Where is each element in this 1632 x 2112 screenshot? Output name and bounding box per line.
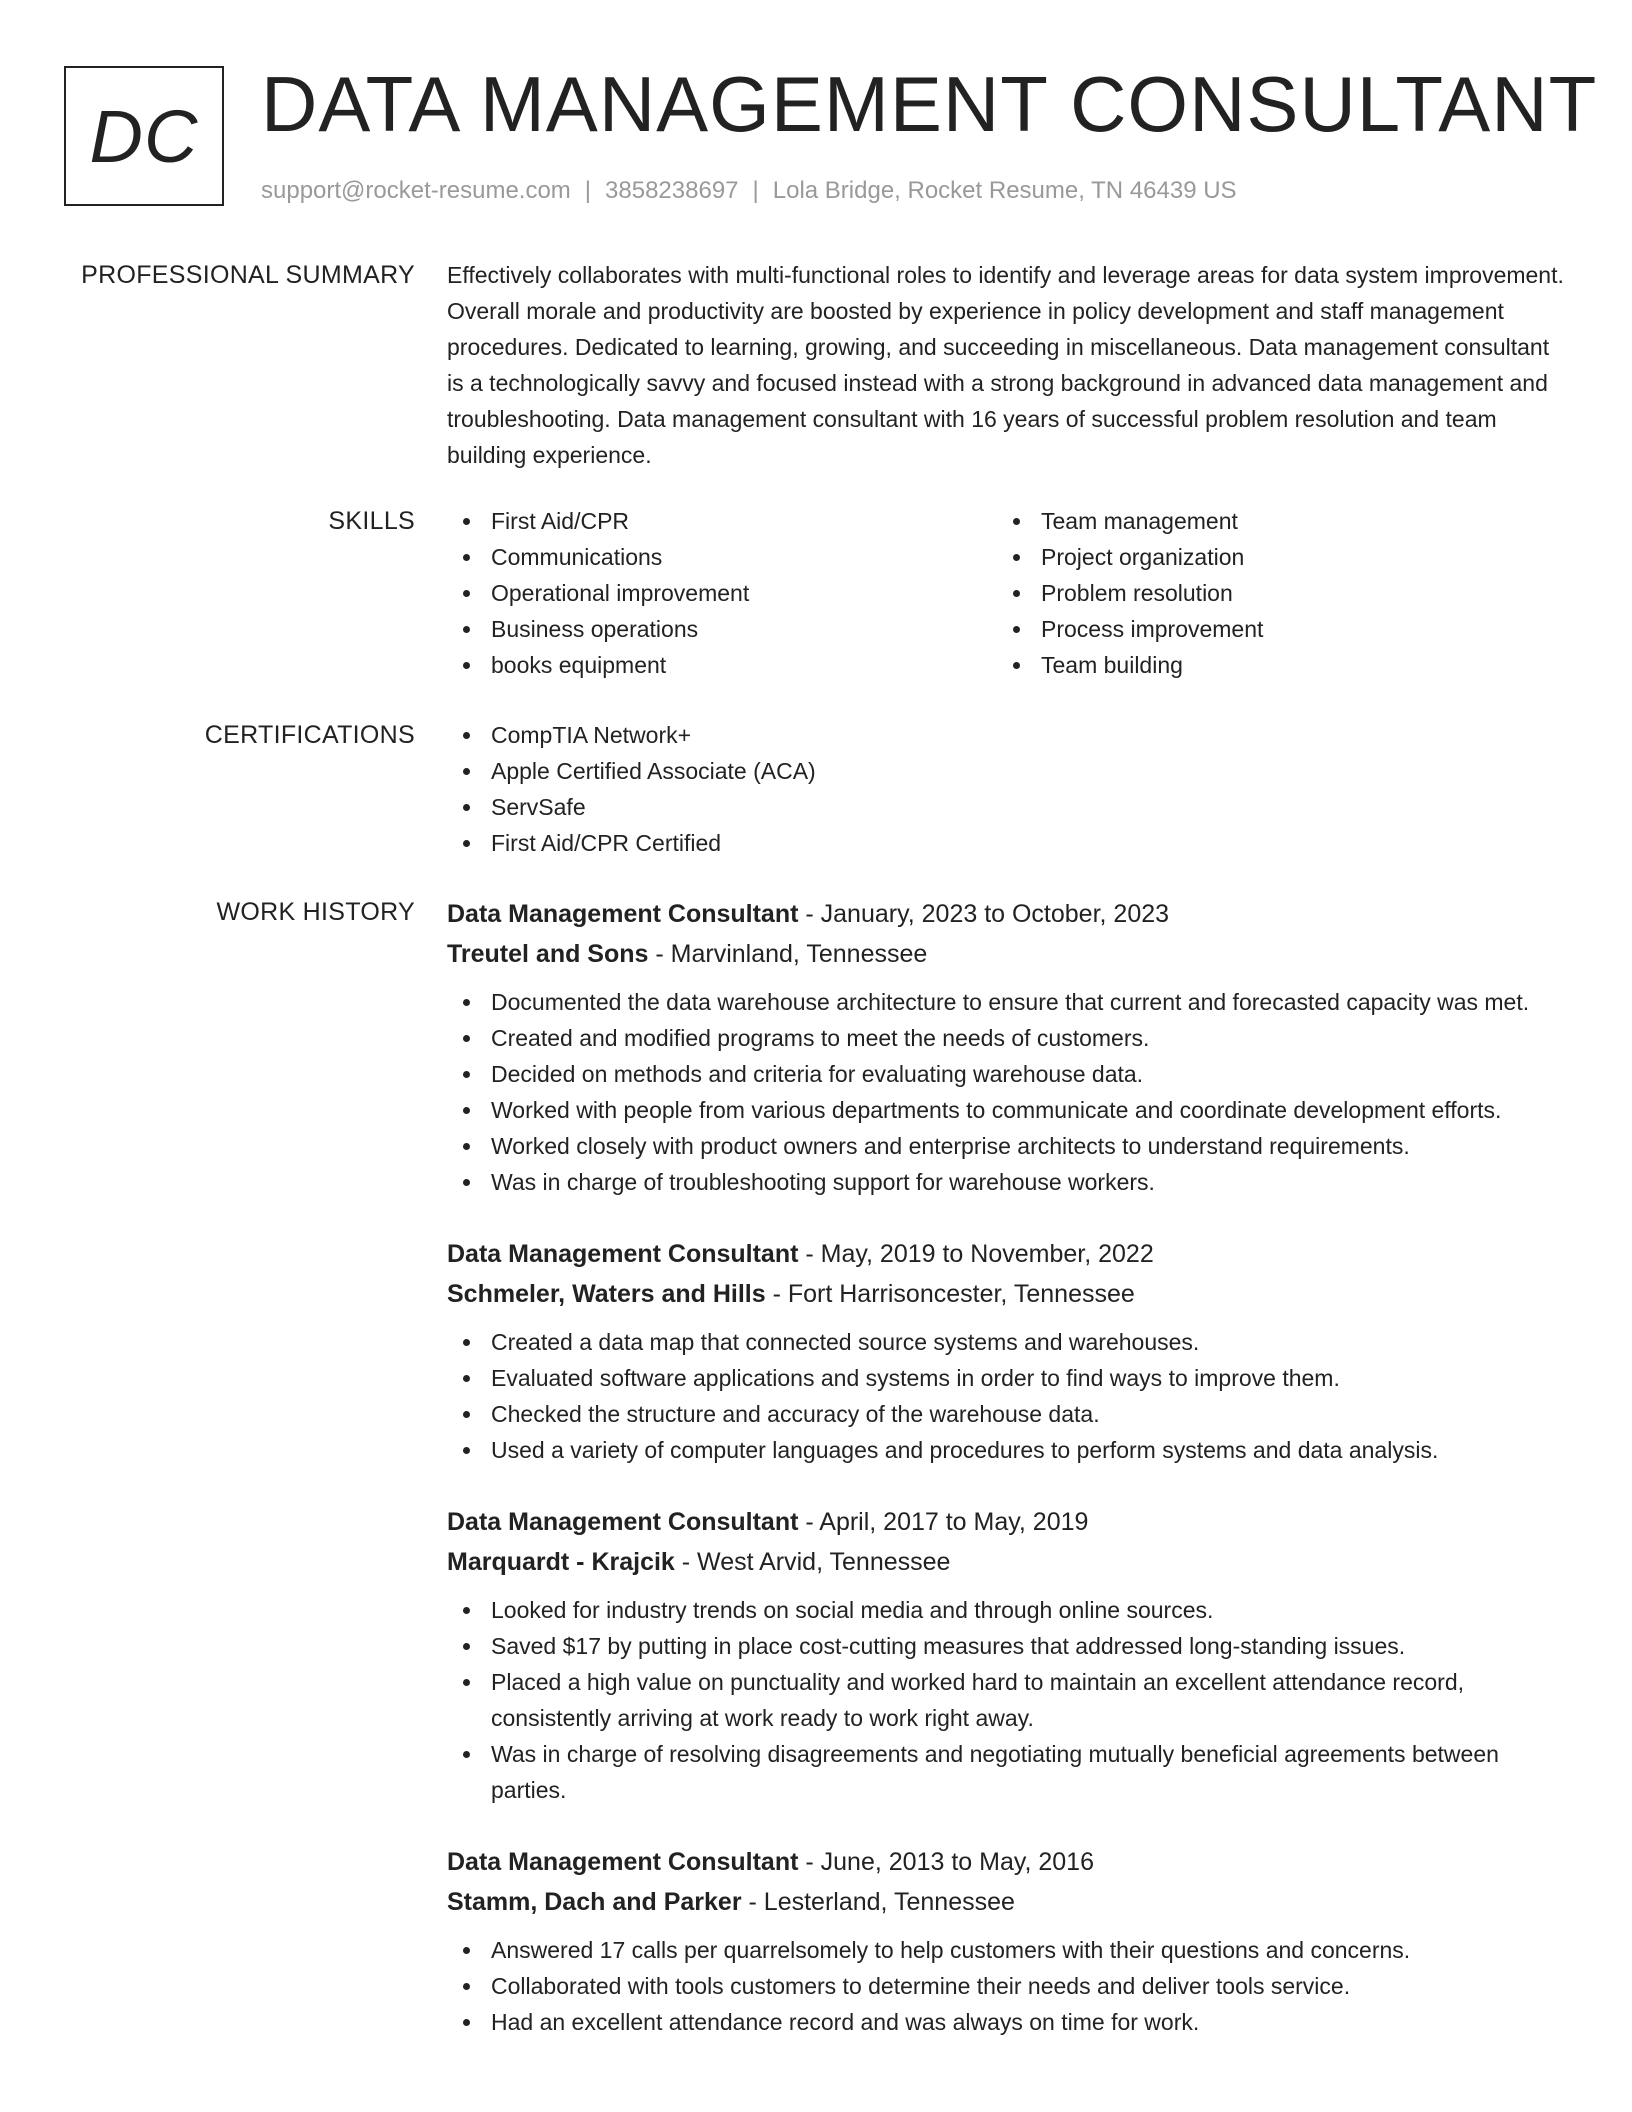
job-entry [447,1502,1567,1808]
job-bullet: Created and modified programs to meet the needs of customers. [447,1020,1567,1056]
job-bullet: Evaluated software applications and systems in order to find ways to improve them. [447,1360,1567,1396]
job-bullet: Documented the data warehouse architecture to ensure that current and forecasted capacity was met. [447,984,1567,1020]
contact-address: Lola Bridge, Rocket Resume, TN 46439 US [772,177,1237,204]
skills-list-right [997,503,1547,683]
job-dates: - January, 2023 to October, 2023 [798,900,1170,928]
job-location: - Lesterland, Tennessee [741,1888,1015,1916]
job-bullets [447,984,1567,1200]
job-bullet: Decided on methods and criteria for evaluating warehouse data. [447,1056,1567,1092]
job-dates: - June, 2013 to May, 2016 [798,1848,1094,1876]
job-location: - Marvinland, Tennessee [648,940,928,968]
skills-grid [447,503,1567,683]
section-title-certifications: CERTIFICATIONS [204,721,415,749]
resume-title: DATA MANAGEMENT CONSULTANT [261,60,1598,148]
summary-text: Effectively collaborates with multi-functional roles to identify and leverage areas for data system improvement. Overall morale and productivity are boosted by experience in policy development and staff management procedures. Dedicated to learning, growing, and succeeding in miscellaneous. Data management consultant is a technologically savvy and focused instead with a strong background in advanced data management and troubleshooting. Data management consultant with 16 years of successful problem resolution and team building experience. [447,262,1564,468]
job-company-line [447,1542,1567,1582]
job-company: Marquardt - Krajcik [447,1548,675,1576]
job-title-line [447,894,1567,934]
job-bullet: Worked with people from various departments to communicate and coordinate development efforts. [447,1092,1567,1128]
job-company: Schmeler, Waters and Hills [447,1280,766,1308]
job-bullet: Looked for industry trends on social media and through online sources. [447,1592,1567,1628]
section-title-summary: PROFESSIONAL SUMMARY [81,261,415,289]
certification-item: Apple Certified Associate (ACA) [447,753,1567,789]
monogram-box [64,66,224,206]
job-role: Data Management Consultant [447,1508,799,1536]
job-bullets [447,1592,1567,1808]
section-title-work-history: WORK HISTORY [216,898,415,926]
job-entry [447,1842,1567,2040]
job-role: Data Management Consultant [447,1848,799,1876]
job-entry [447,894,1567,1200]
work-history-body [447,894,1567,2074]
job-bullet: Was in charge of resolving disagreements and negotiating mutually beneficial agreements between parties. [447,1736,1567,1808]
skill-item: Process improvement [997,611,1547,647]
job-role: Data Management Consultant [447,900,799,928]
contact-phone[interactable]: 3858238697 [605,177,739,204]
section-title-skills: SKILLS [328,507,415,535]
contact-line [261,175,1237,207]
job-company-line [447,934,1567,974]
job-entry [447,1234,1567,1468]
certification-item: CompTIA Network+ [447,717,1567,753]
job-title-line [447,1234,1567,1274]
skill-item: Communications [447,539,997,575]
job-bullet: Created a data map that connected source systems and warehouses. [447,1324,1567,1360]
skill-item: Problem resolution [997,575,1547,611]
job-bullet: Worked closely with product owners and enterprise architects to understand requirements. [447,1128,1567,1164]
monogram-initials: DC [89,94,199,178]
skill-item: Operational improvement [447,575,997,611]
job-bullet: Checked the structure and accuracy of the warehouse data. [447,1396,1567,1432]
job-bullet: Used a variety of computer languages and procedures to perform systems and data analysis. [447,1432,1567,1468]
job-bullet: Was in charge of troubleshooting support for warehouse workers. [447,1164,1567,1200]
certification-item: First Aid/CPR Certified [447,825,1567,861]
summary-body [447,257,1567,473]
skill-item: Business operations [447,611,997,647]
job-bullet: Had an excellent attendance record and was always on time for work. [447,2004,1567,2040]
contact-email[interactable]: support@rocket-resume.com [261,177,571,204]
job-company: Stamm, Dach and Parker [447,1888,742,1916]
job-bullets [447,1324,1567,1468]
skill-item: First Aid/CPR [447,503,997,539]
job-location: - West Arvid, Tennessee [674,1548,951,1576]
job-company: Treutel and Sons [447,940,649,968]
job-bullets [447,1932,1567,2040]
certifications-body [447,717,1567,861]
skills-list-left [447,503,997,683]
skill-item: books equipment [447,647,997,683]
job-bullet: Answered 17 calls per quarrelsomely to help customers with their questions and concerns. [447,1932,1567,1968]
skill-item: Team building [997,647,1547,683]
job-bullet: Collaborated with tools customers to determine their needs and deliver tools service. [447,1968,1567,2004]
skill-item: Team management [997,503,1547,539]
job-dates: - April, 2017 to May, 2019 [798,1508,1089,1536]
job-company-line [447,1882,1567,1922]
certification-item: ServSafe [447,789,1567,825]
skills-body [447,503,1567,683]
certifications-list [447,717,1567,861]
job-dates: - May, 2019 to November, 2022 [798,1240,1154,1268]
job-title-line [447,1842,1567,1882]
job-title-line [447,1502,1567,1542]
job-role: Data Management Consultant [447,1240,799,1268]
job-company-line [447,1274,1567,1314]
job-bullet: Saved $17 by putting in place cost-cutting measures that addressed long-standing issues. [447,1628,1567,1664]
job-location: - Fort Harrisoncester, Tennessee [765,1280,1135,1308]
contact-separator: | [752,177,759,204]
skill-item: Project organization [997,539,1547,575]
contact-separator: | [584,177,592,204]
job-bullet: Placed a high value on punctuality and worked hard to maintain an excellent attendance record, consistently arriving at work ready to work right away. [447,1664,1567,1736]
